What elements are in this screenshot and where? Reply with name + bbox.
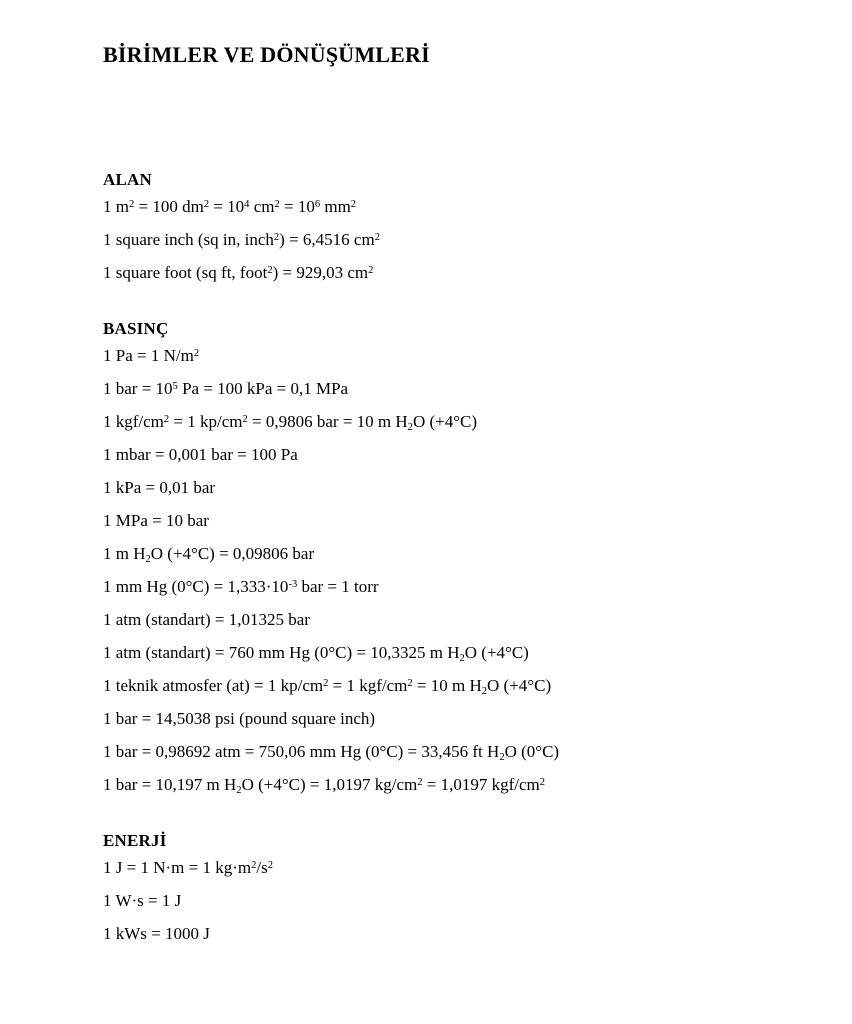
section-heading: ALAN: [103, 170, 152, 189]
conversion-line: 1 mm Hg $(0^\circ C) = 1,333\cdot 10^{-3}$ bar = 1 torr: [103, 577, 379, 596]
conversion-line: 1 bar = 0,98692 atm = 750,06 mm Hg (0°C) = 33,456 ft $H_2O$ (0°C): [103, 742, 560, 763]
section-heading: BASINÇ: [103, 319, 169, 338]
conversion-line: 1 teknik atmosfer (at) = 1 $kp/cm^2 = 1$ kgf/$cm^2 = 10$ m $H_2O$ (+4°C): [103, 676, 552, 697]
conversion-line: 1 Pa = 1 $N/m^2$: [103, 346, 200, 365]
conversion-line: 1 J = 1 N·m = 1 $kg\cdot m^2/s^2$: [103, 858, 273, 877]
conversion-line: 1 $m^2 = 100$ $dm^2 = 10^4$ $cm^2 = 10^6$ $mm^2$: [103, 197, 357, 216]
conversion-line: 1 MPa = 10 bar: [103, 511, 209, 530]
section-enerji: [103, 831, 822, 950]
conversion-line: 1 kgf/$cm^2 = 1$ $kp/cm^2 = 0,9806$ bar = 10 m $H_2O$ (+4°C): [103, 412, 478, 433]
section-alan: [103, 170, 822, 289]
conversion-line: 1 bar = 10,197 m $H_2O$ (+4°C) = 1,0197 $kg/cm^2 = 1,0197$ kgf/$cm^2$: [103, 775, 545, 796]
conversion-line: 1 kWs = 1000 J: [103, 924, 210, 943]
conversion-line: 1 m $H_2O$ (+4°C) = 0,09806 bar: [103, 544, 315, 565]
section-heading: ENERJİ: [103, 831, 167, 850]
conversion-line: 1 mbar = 0,001 bar = 100 Pa: [103, 445, 298, 464]
section-basinc: [103, 319, 822, 801]
conversion-line: 1 W·s = 1 J: [103, 891, 182, 910]
conversion-line: 1 atm (standart) = 1,01325 bar: [103, 610, 310, 629]
conversion-line: 1 atm (standart) = 760 mm Hg (0°C) = 10,3325 m $H_2O$ (+4°C): [103, 643, 529, 664]
conversion-line: 1 square foot (sq ft, foot$^2$) = 929,03 $cm^2$: [103, 263, 374, 282]
conversion-line: 1 square inch (sq in, inch$^2$) = 6,4516 $cm^2$: [103, 230, 380, 249]
conversion-line: 1 kPa = 0,01 bar: [103, 478, 216, 497]
conversion-line: 1 bar = 14,5038 psi (pound square inch): [103, 709, 376, 728]
document-title: BİRİMLER VE DÖNÜŞÜMLERİ: [103, 42, 430, 67]
conversion-line: 1 bar = $10^5$ Pa = 100 kPa = 0,1 MPa: [103, 379, 349, 398]
sections-container: [103, 160, 822, 950]
